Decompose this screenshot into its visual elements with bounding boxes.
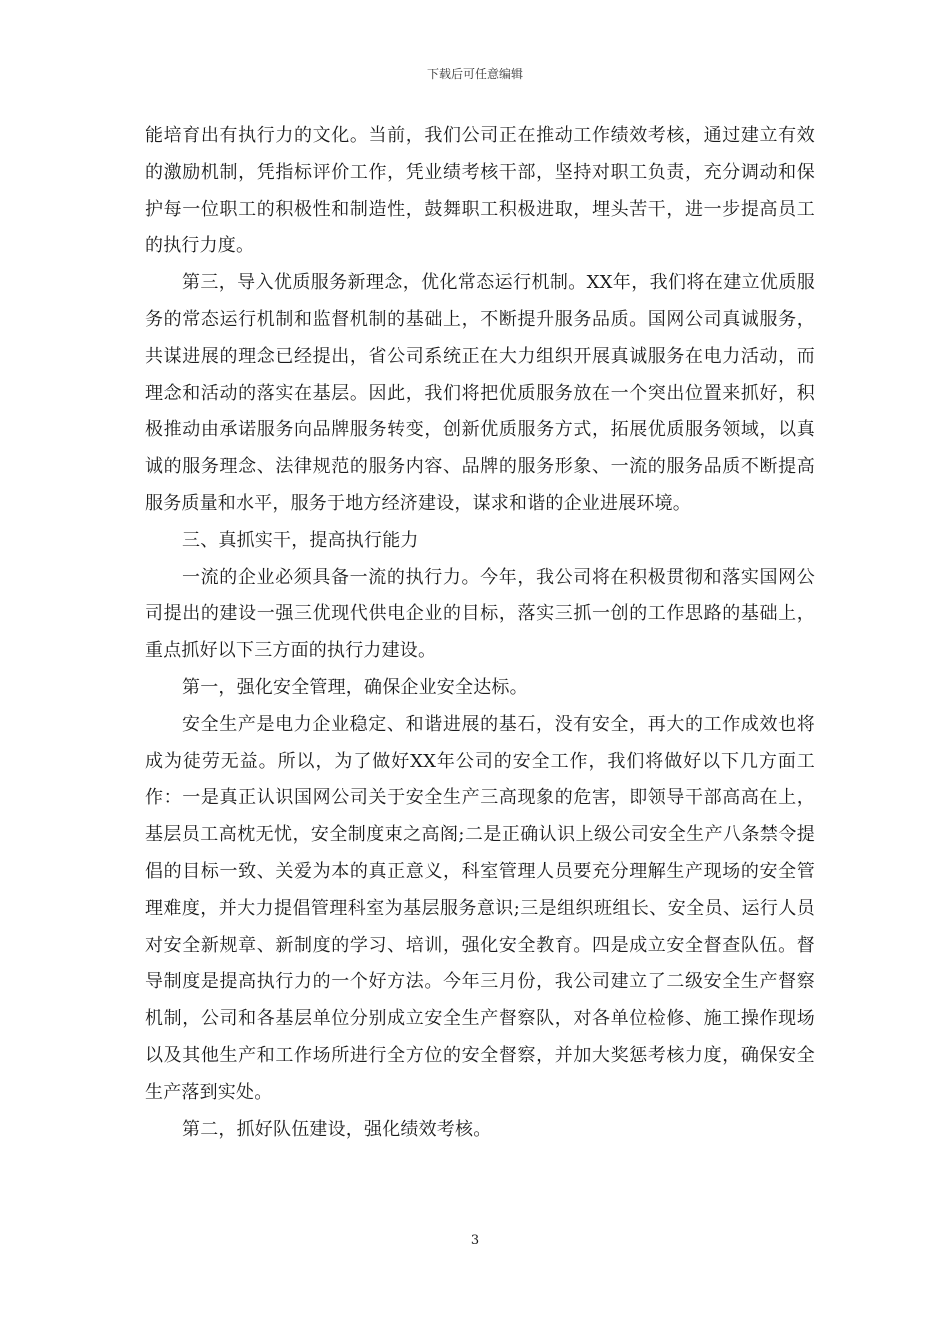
- paragraph-safety: 安全生产是电力企业稳定、和谐进展的基石，没有安全，再大的工作成效也将成为徒劳无益。所以，为了做好XX年公司的安全工作，我们将做好以下几方面工作：一是真正认识国网公司关于安全生产三高现象的危害，即领导干部高高在上，基层员工高枕无忧，安全制度束之高阁;二是正确认识上级公司安全生产八条禁令提倡的目标一致、关爱为本的真正意义，科室管理人员要充分理解生产现场的安全管理难度，并大力提倡管理科室为基层服务意识;三是组织班组长、安全员、运行人员对安全新规章、新制度的学习、培训，强化安全教育。四是成立安全督查队伍。督导制度是提高执行力的一个好方法。今年三月份，我公司建立了二级安全生产督察机制，公司和各基层单位分别成立安全生产督察队，对各单位检修、施工操作现场以及其他生产和工作场所进行全方位的安全督察，并加大奖惩考核力度，确保安全生产落到实处。: [145, 713, 815, 1103]
- paragraph-first-point: 第一，强化安全管理，确保企业安全达标。: [182, 676, 528, 698]
- document-body: [145, 118, 815, 1148]
- page-header: 下载后可任意编辑: [426, 67, 523, 81]
- paragraph-third-point: 第三，导入优质服务新理念，优化常态运行机制。XX年，我们将在建立优质服务的常态运行机制和监督机制的基础上，不断提升服务品质。国网公司真诚服务，共谋进展的理念已经提出，省公司系统正在大力组织开展真诚服务在电力活动，而理念和活动的落实在基层。因此，我们将把优质服务放在一个突出位置来抓好，积极推动由承诺服务向品牌服务转变，创新优质服务方式，拓展优质服务领域，以真诚的服务理念、法律规范的服务内容、品牌的服务形象、一流的服务品质不断提高服务质量和水平，服务于地方经济建设，谋求和谐的企业进展环境。: [145, 272, 815, 514]
- paragraph-intro: 一流的企业必须具备一流的执行力。今年，我公司将在积极贯彻和落实国网公司提出的建设一强三优现代供电企业的目标，落实三抓一创的工作思路的基础上，重点抓好以下三方面的执行力建设。: [145, 566, 815, 662]
- paragraph-second-point: 第二，抓好队伍建设，强化绩效考核。: [182, 1118, 492, 1140]
- section-heading: 三、真抓实干，提高执行能力: [182, 529, 419, 551]
- paragraph-continuation: 能培育出有执行力的文化。当前，我们公司正在推动工作绩效考核，通过建立有效的激励机制，凭指标评价工作，凭业绩考核干部，坚持对职工负责，充分调动和保护每一位职工的积极性和制造性，鼓舞职工积极进取，埋头苦干，进一步提高员工的执行力度。: [145, 125, 815, 257]
- page-number: 3: [470, 1233, 480, 1248]
